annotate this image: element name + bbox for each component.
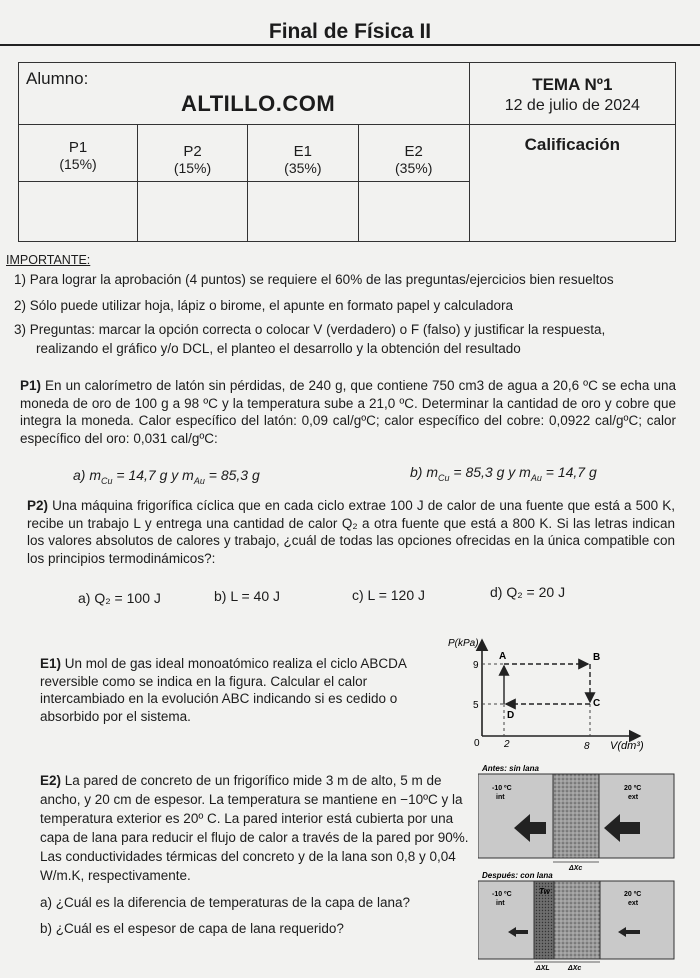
pv-ytick-0: 0 (474, 738, 480, 749)
e2-statement: E2) La pared de concreto de un frigorífico mide 3 m de alto, 5 m de ancho, y 20 cm de espesor. La temperatura se mantiene en −10ºC y la temperatura exterior es 20º C. La pared interior está cubierta por una capa de lana para reducir el flujo de calor a través de la pared por 90%. Las conductividades térmicas del concreto y de la lana son 0,8 y 0,04 W/m.K, respectivamente. (40, 773, 469, 883)
svg-text:ext: ext (628, 900, 639, 907)
important-label: IMPORTANTE: (6, 253, 91, 267)
p2-option-c[interactable]: c) L = 120 J (352, 587, 426, 603)
pv-point-A: A (499, 651, 507, 662)
calificacion-cell (469, 125, 675, 242)
fig-before-label: Antes: sin lana (482, 764, 539, 773)
tema-cell (469, 63, 675, 125)
pv-ytick-9: 9 (473, 660, 479, 671)
p2-option-d[interactable]: d) Q₂ = 20 J (490, 584, 566, 600)
svg-text:20 ºC: 20 ºC (624, 891, 642, 898)
pv-xtick-8: 8 (584, 741, 590, 752)
pv-x-label: V(dm³) (610, 740, 644, 752)
p1-option-b[interactable]: b) $m_{Cu} = 85,3$ g y $m_{Au} = 14,7$ g (410, 464, 597, 483)
col-p2: P2 (15%) (138, 125, 248, 182)
svg-text:Tw: Tw (539, 887, 550, 896)
pv-point-C: C (593, 698, 601, 709)
svg-text:int: int (496, 794, 505, 801)
header-table (18, 62, 676, 242)
e2-wall-figure (478, 762, 678, 972)
svg-text:-10 ºC: -10 ºC (492, 785, 512, 792)
svg-text:ΔXc: ΔXc (568, 965, 582, 972)
watermark: ALTILLO.COM (181, 91, 336, 116)
e2-question-a: a) ¿Cuál es la diferencia de temperaturas de la capa de lana? (40, 895, 410, 910)
pv-xtick-2: 2 (504, 739, 510, 750)
important-item-1: 1) Para lograr la aprobación (4 puntos) se requiere el 60% de las preguntas/ejercicios bien resueltos (14, 272, 614, 287)
p2-option-a[interactable]: a) Q₂ = 100 J (78, 590, 161, 606)
title-rule (0, 44, 700, 46)
calificacion-label: Calificación (524, 135, 621, 154)
col-e1: E1 (35%) (247, 125, 358, 182)
pv-ytick-5: 5 (473, 700, 479, 711)
after-concrete-wall (554, 881, 600, 959)
e1-statement: E1) Un mol de gas ideal monoatómico realiza el ciclo ABCDA reversible como se indica en la figura. Calcular el calor intercambiado en la evolución ABC indicando si es cedido o absorbido por el sistema. (40, 656, 407, 724)
pv-point-B: B (593, 652, 601, 663)
grade-p1[interactable] (19, 182, 138, 242)
pv-point-D: D (507, 710, 515, 721)
svg-text:ext: ext (628, 794, 639, 801)
e1-pv-diagram (440, 632, 680, 757)
important-item-3: 3) Preguntas: marcar la opción correcta o colocar V (verdadero) o F (falso) y justificar la respuesta, (14, 322, 606, 337)
p2-statement: P2) Una máquina frigorífica cíclica que en cada ciclo extrae 100 J de calor de una fuente que está a 500 K, recibe un trabajo L y entrega una cantidad de calor Q₂ a otra fuente que está a 800 K. Si las letras indican los valores absolutos de calores y trabajo, ¿cuál de todas las opciones ofrecidas en la única compatible con los principios termodinámicos?: (27, 498, 675, 566)
svg-text:20 ºC: 20 ºC (624, 785, 642, 792)
important-item-2: 2) Sólo puede utilizar hoja, lápiz o birome, el apunte en formato papel y calculadora (14, 298, 514, 313)
alumno-label: Alumno: (26, 69, 89, 88)
col-p1: P1 (15%) (19, 125, 138, 182)
tema-label: TEMA Nº1 (532, 75, 613, 94)
grade-e1[interactable] (247, 182, 358, 242)
svg-text:int: int (496, 900, 505, 907)
svg-text:ΔXc: ΔXc (569, 865, 583, 872)
fig-after-label: Después: con lana (482, 871, 553, 880)
pv-y-label: P(kPa) (448, 638, 479, 649)
exam-date: 12 de julio de 2024 (504, 97, 640, 114)
p2-option-b[interactable]: b) L = 40 J (214, 588, 281, 604)
grade-e2[interactable] (358, 182, 469, 242)
before-concrete-wall (553, 774, 599, 858)
svg-text:-10 ºC: -10 ºC (492, 891, 512, 898)
p1-statement: P1) En un calorímetro de latón sin pérdidas, de 240 g, que contiene 750 cm3 de agua a 20,6 ºC se echa una moneda de oro de 100 g a 98 ºC y la temperatura sube a 21,0 ºC. Determinar la cantidad de oro y cobre que integra la moneda. Calor específico del latón: 0,09 cal/gºC; calor específico del cobre: 0,0922 cal/gºC; calor específico del oro: 0,031 cal/gºC: (20, 378, 676, 446)
col-e2: E2 (35%) (358, 125, 469, 182)
important-item-3-cont: realizando el gráfico y/o DCL, el planteo el desarrollo y la obtención del resultado (36, 341, 521, 356)
alumno-cell (19, 63, 470, 125)
p1-option-a[interactable]: a) $m_{Cu} = 14,7$ g y $m_{Au} = 85,3$ g (73, 467, 260, 486)
grade-p2[interactable] (138, 182, 248, 242)
e2-question-b: b) ¿Cuál es el espesor de capa de lana requerido? (40, 921, 344, 936)
exam-title: Final de Física II (268, 20, 432, 43)
svg-text:ΔXL: ΔXL (536, 965, 550, 972)
